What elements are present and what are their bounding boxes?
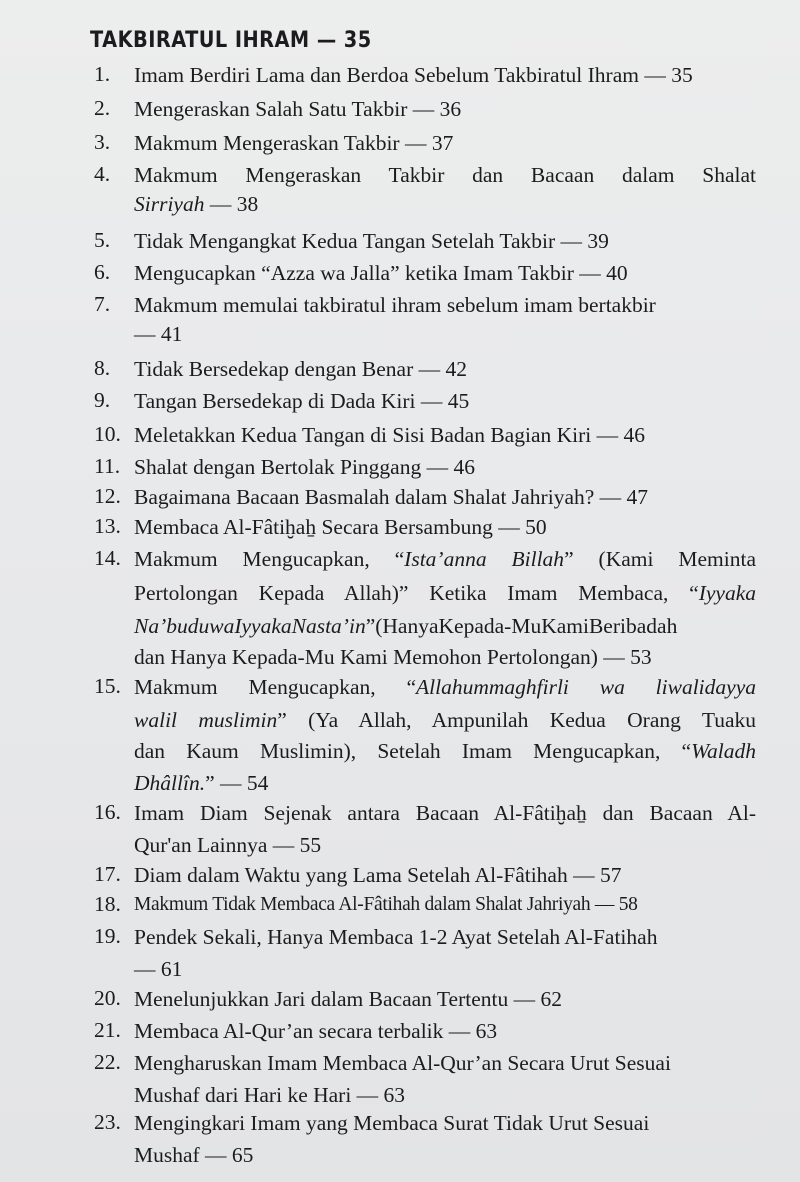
italic-term: Dhâllîn.	[134, 771, 206, 795]
entry-number: 17.	[94, 862, 121, 886]
title-text: Makmum Mengucapkan, “	[134, 547, 405, 571]
entry-title: Imam Diam Sejenak antara Bacaan Al-Fâtiḫaẖ dan Bacaan Al-	[134, 801, 756, 825]
entry-title: Shalat dengan Bertolak Pinggang — 46	[134, 455, 475, 479]
page-ref: ” — 54	[205, 771, 269, 795]
entry-title-continued	[134, 770, 756, 796]
italic-term: Allahummaghfirli wa liwalidayya	[416, 675, 756, 699]
entry-title: Mengingkari Imam yang Membaca Surat Tidak Urut Sesuai	[134, 1111, 650, 1135]
entry-number: 23.	[94, 1110, 121, 1134]
entry-number: 9.	[94, 388, 111, 412]
title-text: Makmum Mengucapkan, “	[134, 675, 416, 699]
title-text: dan Kaum Muslimin), Setelah Imam Mengucapkan, “	[134, 739, 692, 763]
entry-title: Meletakkan Kedua Tangan di Sisi Badan Bagian Kiri — 46	[134, 423, 646, 447]
title-text: ” (Ya Allah, Ampunilah Kedua Orang Tuaku	[277, 708, 756, 732]
entry-title: Tidak Mengangkat Kedua Tangan Setelah Takbir — 39	[134, 229, 609, 253]
entry-title-continued	[134, 580, 756, 606]
entry-title-continued: dan Hanya Kepada-Mu Kami Memohon Pertolongan) — 53	[134, 645, 652, 669]
entry-title-continued: — 41	[134, 322, 183, 346]
entry-number: 6.	[94, 260, 111, 284]
entry-title	[134, 546, 756, 572]
entry-title-continued: — 61	[134, 957, 183, 981]
italic-term: Sirriyah	[134, 192, 205, 216]
italic-term: Na’buduwaIyyakaNasta’in	[134, 614, 366, 638]
entry-title: Mengucapkan “Azza wa Jalla” ketika Imam Takbir — 40	[134, 261, 628, 285]
page-ref: — 38	[204, 192, 259, 216]
entry-title-continued	[134, 738, 756, 764]
entry-number: 21.	[94, 1018, 121, 1042]
entry-title: Makmum Mengeraskan Takbir dan Bacaan dalam Shalat	[134, 163, 756, 187]
entry-title: Tidak Bersedekap dengan Benar — 42	[134, 357, 467, 381]
italic-term: Waladh	[691, 739, 756, 763]
italic-term: Iyyaka	[698, 581, 756, 605]
entry-title: Makmum Tidak Membaca Al-Fâtihah dalam Shalat Jahriyah — 58	[134, 894, 638, 915]
entry-title-continued: Qur'an Lainnya — 55	[134, 833, 322, 857]
entry-title: Diam dalam Waktu yang Lama Setelah Al-Fâtihah — 57	[134, 863, 622, 887]
entry-title: Membaca Al-Qur’an secara terbalik — 63	[134, 1019, 498, 1043]
entry-title	[134, 674, 756, 700]
entry-title-continued: Mushaf dari Hari ke Hari — 63	[134, 1083, 406, 1107]
entry-number: 15.	[94, 674, 121, 698]
entry-title: Mengeraskan Salah Satu Takbir — 36	[134, 97, 462, 121]
entry-number: 18.	[94, 892, 121, 916]
entry-number: 1.	[94, 62, 111, 86]
entry-number: 5.	[94, 228, 111, 252]
entry-title: Mengharuskan Imam Membaca Al-Qur’an Secara Urut Sesuai	[134, 1051, 671, 1075]
entry-title: Bagaimana Bacaan Basmalah dalam Shalat Jahriyah? — 47	[134, 485, 649, 509]
entry-title: Membaca Al-Fâtiḫaẖ Secara Bersambung — 50	[134, 515, 547, 539]
title-text: Pertolongan Kepada Allah)” Ketika Imam Membaca, “	[134, 581, 699, 605]
entry-title-continued: Mushaf — 65	[134, 1143, 254, 1167]
entry-number: 19.	[94, 924, 121, 948]
entry-number: 2.	[94, 96, 111, 120]
entry-number: 4.	[94, 162, 111, 186]
italic-term: Ista’anna Billah	[404, 547, 565, 571]
section-heading: TAKBIRATUL IHRAM — 35	[90, 28, 372, 53]
entry-number: 20.	[94, 986, 121, 1010]
entry-title: Makmum memulai takbiratul ihram sebelum imam bertakbir	[134, 293, 656, 317]
entry-number: 14.	[94, 546, 121, 570]
entry-title: Imam Berdiri Lama dan Berdoa Sebelum Takbiratul Ihram — 35	[134, 63, 693, 87]
entry-title: Tangan Bersedekap di Dada Kiri — 45	[134, 389, 470, 413]
entry-number: 3.	[94, 130, 111, 154]
entry-number: 22.	[94, 1050, 121, 1074]
italic-term: walil muslimin	[134, 708, 278, 732]
entry-number: 12.	[94, 484, 121, 508]
entry-number: 7.	[94, 292, 111, 316]
entry-title: Menelunjukkan Jari dalam Bacaan Tertentu — 62	[134, 987, 562, 1011]
entry-title-continued	[134, 707, 756, 733]
entry-number: 8.	[94, 356, 111, 380]
entry-title: Pendek Sekali, Hanya Membaca 1-2 Ayat Setelah Al-Fatihah	[134, 925, 658, 949]
entry-title: Makmum Mengeraskan Takbir — 37	[134, 131, 454, 155]
entry-number: 13.	[94, 514, 121, 538]
entry-title-continued	[134, 191, 756, 217]
title-text: ” (Kami Meminta	[564, 547, 757, 571]
entry-number: 16.	[94, 800, 121, 824]
entry-number: 11.	[94, 454, 121, 478]
entry-number: 10.	[94, 422, 121, 446]
entry-title-continued	[134, 613, 756, 639]
title-text: ”(HanyaKepada-MuKamiBeribadah	[365, 614, 678, 638]
